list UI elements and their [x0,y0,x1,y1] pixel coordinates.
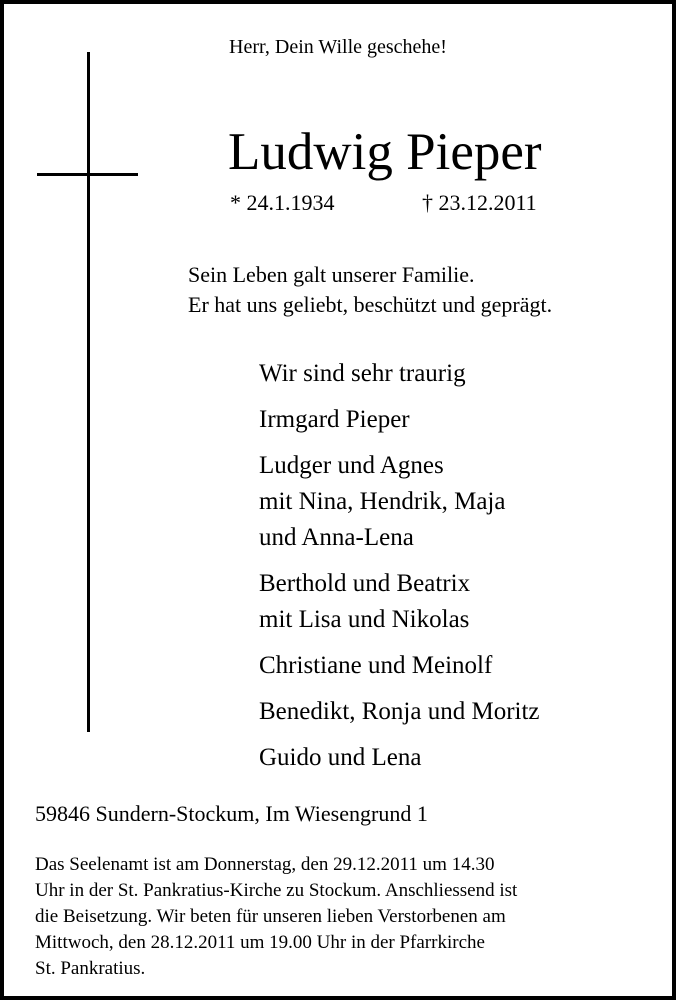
notice-line: Mittwoch, den 28.12.2011 um 19.00 Uhr in der Pfarrkirche [35,932,485,953]
deceased-name: Ludwig Pieper [228,123,542,181]
mourner-group [259,402,540,438]
mourner-line: Guido und Lena [259,744,422,771]
birth-date: * 24.1.1934 [230,190,335,215]
mourner-group [259,694,540,730]
mourner-group [259,648,540,684]
tribute-line: Sein Leben galt unserer Familie. [188,262,475,287]
death-date: † 23.12.2011 [422,190,537,215]
mourner-line: Benedikt, Ronja und Moritz [259,698,540,725]
mourner-line: und Anna-Lena [259,524,414,551]
cross-vertical-bar [87,52,90,732]
mourners-list [259,356,540,776]
mourner-group [259,448,540,556]
mourner-group [259,740,540,776]
tribute-text [188,260,552,320]
family-address: 59846 Sundern-Stockum, Im Wiesengrund 1 [35,801,428,826]
mourner-line: Wir sind sehr traurig [259,360,466,387]
mourner-line: Irmgard Pieper [259,406,410,433]
mourner-group [259,566,540,638]
funeral-notice [35,852,635,982]
mourner-group [259,356,540,392]
mourner-line: mit Lisa und Nikolas [259,606,470,633]
motto-text: Herr, Dein Wille geschehe! [229,36,447,58]
mourner-line: Ludger und Agnes [259,452,444,479]
mourner-line: Christiane und Meinolf [259,652,493,679]
notice-line: Uhr in der St. Pankratius-Kirche zu Stockum. Anschliessend ist [35,880,518,901]
cross-horizontal-bar [37,173,138,176]
mourner-line: mit Nina, Hendrik, Maja [259,488,506,515]
notice-line: St. Pankratius. [35,958,146,979]
mourner-line: Berthold und Beatrix [259,570,471,597]
notice-line: Das Seelenamt ist am Donnerstag, den 29.12.2011 um 14.30 [35,854,495,875]
tribute-line: Er hat uns geliebt, beschützt und geprägt. [188,292,553,317]
notice-line: die Beisetzung. Wir beten für unseren lieben Verstorbenen am [35,906,506,927]
